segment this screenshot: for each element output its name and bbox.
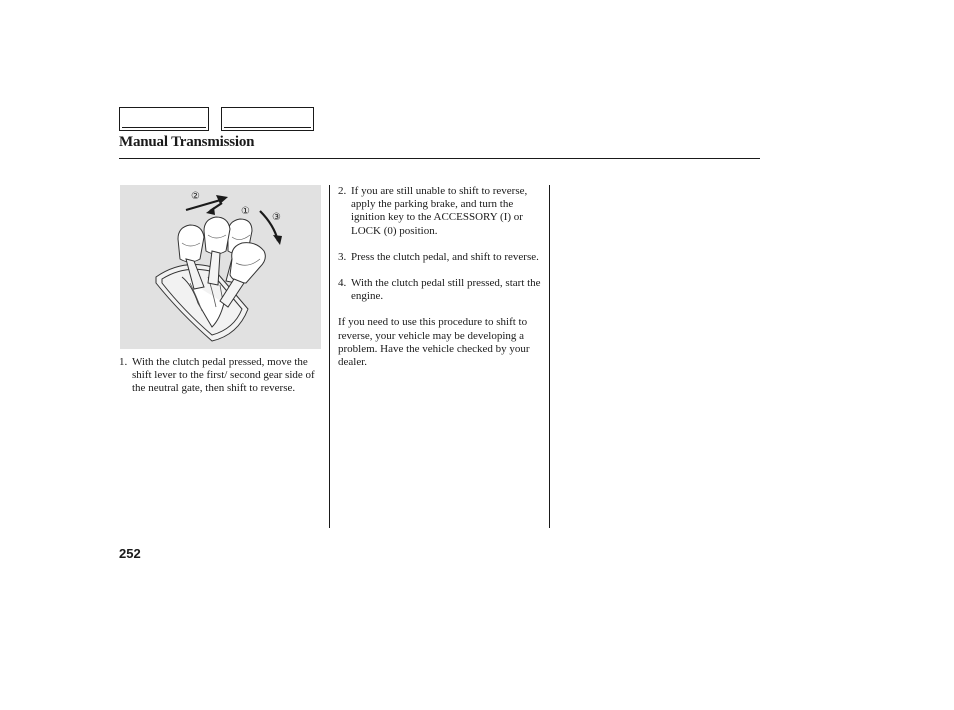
shift-lever-illustration [120,185,321,349]
step-item [119,356,319,396]
step-item [338,277,546,303]
step-number: 2. [338,185,347,197]
column-divider-2 [549,185,550,528]
header-tab-box-1 [119,107,209,131]
middle-column-text [338,185,546,369]
left-column-text [119,356,319,396]
step-number: 4. [338,277,347,290]
step-text: With the clutch pedal still pressed, start the engine. [351,277,541,303]
step-item [338,185,546,238]
callout-1: ① [241,206,250,217]
page-number: 252 [119,546,141,561]
step-number: 3. [338,250,347,263]
step-text: With the clutch pedal pressed, move the shift lever to the first/ second gear side of the neutral gate, then shift to reverse. [132,356,315,395]
step-item [338,251,546,264]
callout-3: ③ [272,212,281,223]
page-title: Manual Transmission [119,134,255,150]
title-underline [119,158,760,159]
step-text: If you are still unable to shift to reverse, apply the parking brake, and turn the ignition key to the ACCESSORY (I) or LOCK (0) position. [351,185,528,237]
header-tab-box-2 [221,107,314,131]
step-number: 1. [119,356,128,368]
note-paragraph: If you need to use this procedure to shift to reverse, your vehicle may be developing a problem. Have the vehicle checked by your dealer. [338,316,530,369]
step-text: Press the clutch pedal, and shift to reverse. [351,250,539,263]
column-divider-1 [329,185,330,528]
callout-2: ② [191,191,200,202]
